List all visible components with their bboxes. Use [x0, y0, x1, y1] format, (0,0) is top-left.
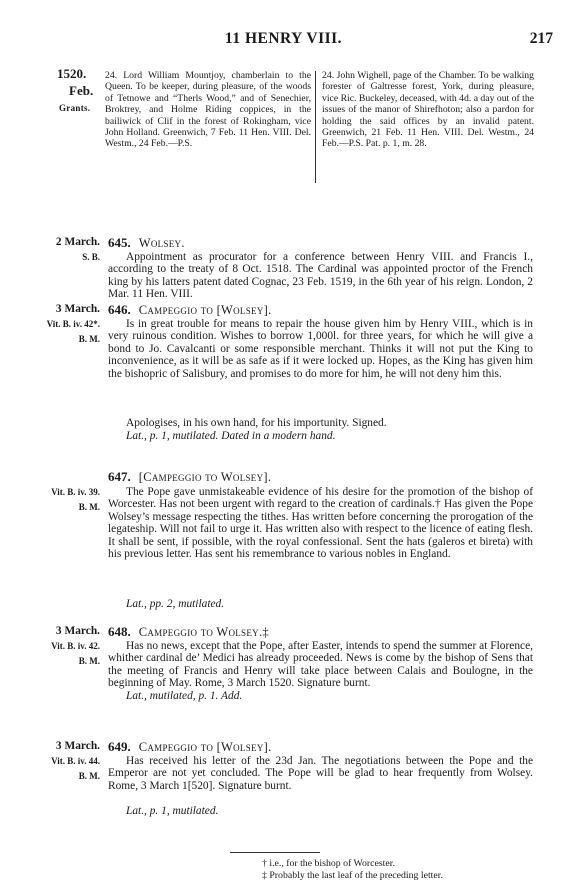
entry-number: 646.	[108, 302, 131, 317]
entry-ref: Vit. B. iv. 44.	[51, 756, 100, 766]
margin-grants-label: Grants.	[59, 103, 91, 113]
entry-heading	[108, 302, 272, 318]
entry-ref-repository: B. M.	[78, 334, 100, 344]
entry-ref: Vit. B. iv. 39.	[51, 487, 100, 497]
entry-title: [Campeggio to Wolsey].	[138, 470, 272, 484]
entry-title: Campeggio to [Wolsey].	[138, 740, 272, 754]
entry-title: Campeggio to [Wolsey].	[138, 303, 272, 317]
entry-ref-repository: B. M.	[78, 656, 100, 666]
entry-ref-repository: B. M.	[78, 502, 100, 512]
entry-heading	[108, 624, 269, 640]
entry-body: Has no news, except that the Pope, after Easter, intends to spend the summer at Florence, whither cardinal de’ Medici has already proceeded. News is come by the bishop of Sens that the meeting of Francis and Henry will take place between Calais and Boulogne, in the beginning of May. Rome, 3 March 1520. Signature burnt.	[108, 640, 533, 690]
running-header	[0, 30, 567, 50]
column-divider	[315, 71, 316, 183]
entry-ref-repository: B. M.	[78, 771, 100, 781]
entry-ref: Vit. B. iv. 42.	[51, 641, 100, 651]
entry-note: Lat., p. 1, mutilated.	[126, 805, 219, 817]
grant-right: 24. John Wighell, page of the Chamber. To be walking forester of Galtresse forest, York, during pleasure, vice Ric. Buckeley, deceased, with 4d. a day out of the issues of the manor of Shirefhoton; also a pardon for holding the said offices by an invalid patent. Greenwich, 21 Feb. 11 Hen. VIII. Del. Westm., 24 Feb.—P.S. Pat. p. 1, m. 28.	[322, 70, 534, 150]
entry-note: Apologises, in his own hand, for his importunity. Signed.	[126, 417, 387, 429]
entry-date: 3 March.	[55, 740, 100, 752]
entry-number: 648.	[108, 624, 131, 639]
entry-date: 3 March.	[55, 303, 100, 315]
entry-body: The Pope gave unmistakeable evidence of his desire for the promotion of the bishop of Worcester. Has not been urgent with regard to the creation of cardinals.† Has given the Pope Wolsey’s message respecting the tithes. Has written before concerning the prorogation of the legateship. Will not fail to urge it. Has written also with respect to the licence of eating flesh. It shall be sent, if possible, with the royal confessional. Sent the hats (galeros et bireta) with his previous letter. Has sent his remembrance to various nobles in England.	[108, 486, 533, 561]
entry-ref: S. B.	[82, 252, 100, 262]
entry-note: Lat., p. 1, mutilated. Dated in a modern hand.	[126, 430, 336, 442]
entry-title: Campeggio to Wolsey.‡	[138, 625, 269, 639]
entry-date: 3 March.	[55, 625, 100, 637]
margin-month: Feb.	[69, 83, 94, 98]
page-number: 217	[529, 30, 553, 47]
entry-number: 645.	[108, 235, 131, 250]
entry-heading	[108, 739, 272, 755]
entry-body: Is in great trouble for means to repair the house given him by Henry VIII., which is in very ruinous condition. Wishes to borrow 1,000l. for three years, for which he will give a bond to Jo. Cavalcanti or some responsible merchant. Thinks it will not put the King to inconvenience, as it will be as safe as if it were locked up. Hopes, as the King has given him the bishopric of Salisbury, and promises to do more for him, he will not deny him this.	[108, 318, 533, 380]
entry-ref: Vit. B. iv. 42*.	[46, 319, 100, 329]
margin-year: 1520.	[57, 66, 87, 81]
entry-date: 2 March.	[55, 236, 100, 248]
entry-heading	[108, 469, 271, 485]
entry-body: Appointment as procurator for a conference between Henry VIII. and Francis I., according to the treaty of 8 Oct. 1518. The Cardinal was appointed proctor of the French king by his latters patent dated Cognac, 23 Feb. 1519, in the 6th year of his reign. London, 2 Mar. 11 Hen. VIII.	[108, 251, 533, 301]
entry-heading	[108, 235, 185, 251]
entry-title: Wolsey.	[138, 236, 185, 250]
running-title: 11 HENRY VIII.	[224, 30, 343, 47]
footnote-rule	[230, 852, 320, 853]
footnote: † i.e., for the bishop of Worcester.	[262, 858, 395, 869]
entry-note: Lat., pp. 2, mutilated.	[126, 598, 225, 610]
entry-number: 647.	[108, 469, 131, 484]
entry-number: 649.	[108, 739, 131, 754]
entry-body: Has received his letter of the 23d Jan. The negotiations between the Pope and the Emperor are not yet concluded. The Pope will be glad to hear frequently from Wolsey. Rome, 3 March 1[520]. Signature burnt.	[108, 755, 533, 792]
entry-note: Lat., mutilated, p. 1. Add.	[126, 690, 243, 702]
footnote: ‡ Probably the last leaf of the preceding letter.	[262, 870, 443, 881]
grant-left: 24. Lord William Mountjoy, chamberlain to the Queen. To be keeper, during pleasure, of the woods of Tetnowe and “Therls Wood,” and of Senechier, Broktrey, and Holme Riding coppices, in the bailiwick of Clif in the forest of Rokingham, vice John Holland. Greenwich, 7 Feb. 11 Hen. VIII. Del. Westm., 24 Feb.—P.S.	[105, 70, 311, 150]
